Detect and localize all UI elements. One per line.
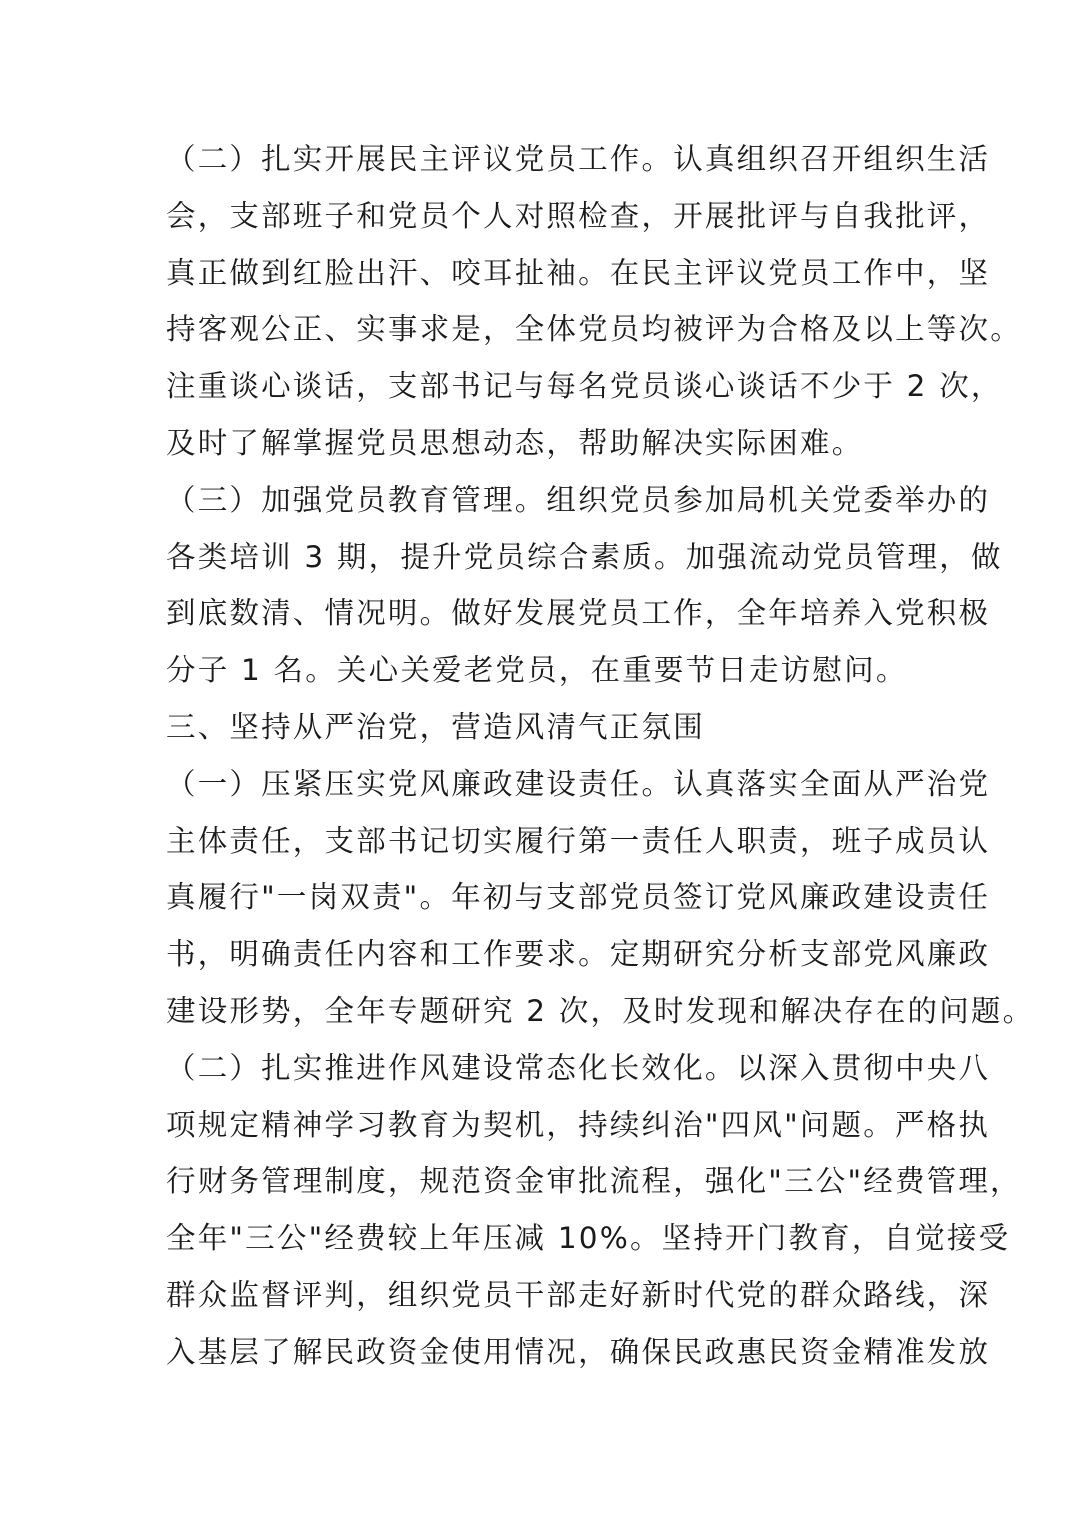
text-line-9: 到底数清、情况明。做好发展党员工作，全年培养入党积极: [166, 596, 991, 631]
text-line-4: 持客观公正、实事求是，全体党员均被评为合格及以上等次。: [166, 312, 1022, 347]
text-line-12: （一）压紧压实党风廉政建设责任。认真落实全面从严治党: [166, 766, 991, 801]
text-line-13: 主体责任，支部书记切实履行第一责任人职责，班子成员认: [166, 823, 991, 858]
text-line-10: 分子 1 名。关心关爱老党员，在重要节日走访慰问。: [166, 653, 908, 688]
text-line-8: 各类培训 3 期，提升党员综合素质。加强流动党员管理，做: [166, 539, 1003, 574]
text-line-3: 真正做到红脸出汗、咬耳扯袖。在民主评议党员工作中，坚: [166, 255, 991, 290]
section-heading: 三、坚持从严治党，营造风清气正氛围: [166, 709, 705, 744]
document-body: [166, 131, 1035, 1381]
text-line-7: （三）加强党员教育管理。组织党员参加局机关党委举办的: [166, 482, 991, 517]
text-line-5: 注重谈心谈话，支部书记与每名党员谈心谈话不少于 2 次，: [166, 369, 1003, 404]
text-line-1: （二）扎实开展民主评议党员工作。认真组织召开组织生活: [166, 142, 991, 176]
text-line-15: 书，明确责任内容和工作要求。定期研究分析支部党风廉政: [166, 937, 991, 972]
text-line-6: 及时了解掌握党员思想动态，帮助解决实际困难。: [166, 425, 864, 460]
text-line-16: 建设形势，全年专题研究 2 次，及时发现和解决存在的问题。: [166, 993, 1035, 1028]
text-line-20: 全年"三公"经费较上年压减 10%。坚持开门教育，自觉接受: [166, 1221, 1011, 1256]
text-line-2: 会，支部班子和党员个人对照检查，开展批评与自我批评，: [166, 198, 991, 233]
text-line-18: 项规定精神学习教育为契机，持续纠治"四风"问题。严格执: [166, 1107, 991, 1142]
text-line-19: 行财务管理制度，规范资金审批流程，强化"三公"经费管理，: [166, 1164, 1022, 1199]
text-line-21: 群众监督评判，组织党员干部走好新时代党的群众路线，深: [166, 1277, 991, 1312]
text-line-14: 真履行"一岗双责"。年初与支部党员签订党风廉政建设责任: [166, 880, 991, 915]
text-line-17: （二）扎实推进作风建设常态化长效化。以深入贯彻中央八: [166, 1050, 991, 1085]
text-line-22: 入基层了解民政资金使用情况，确保民政惠民资金精准发放: [166, 1334, 991, 1369]
